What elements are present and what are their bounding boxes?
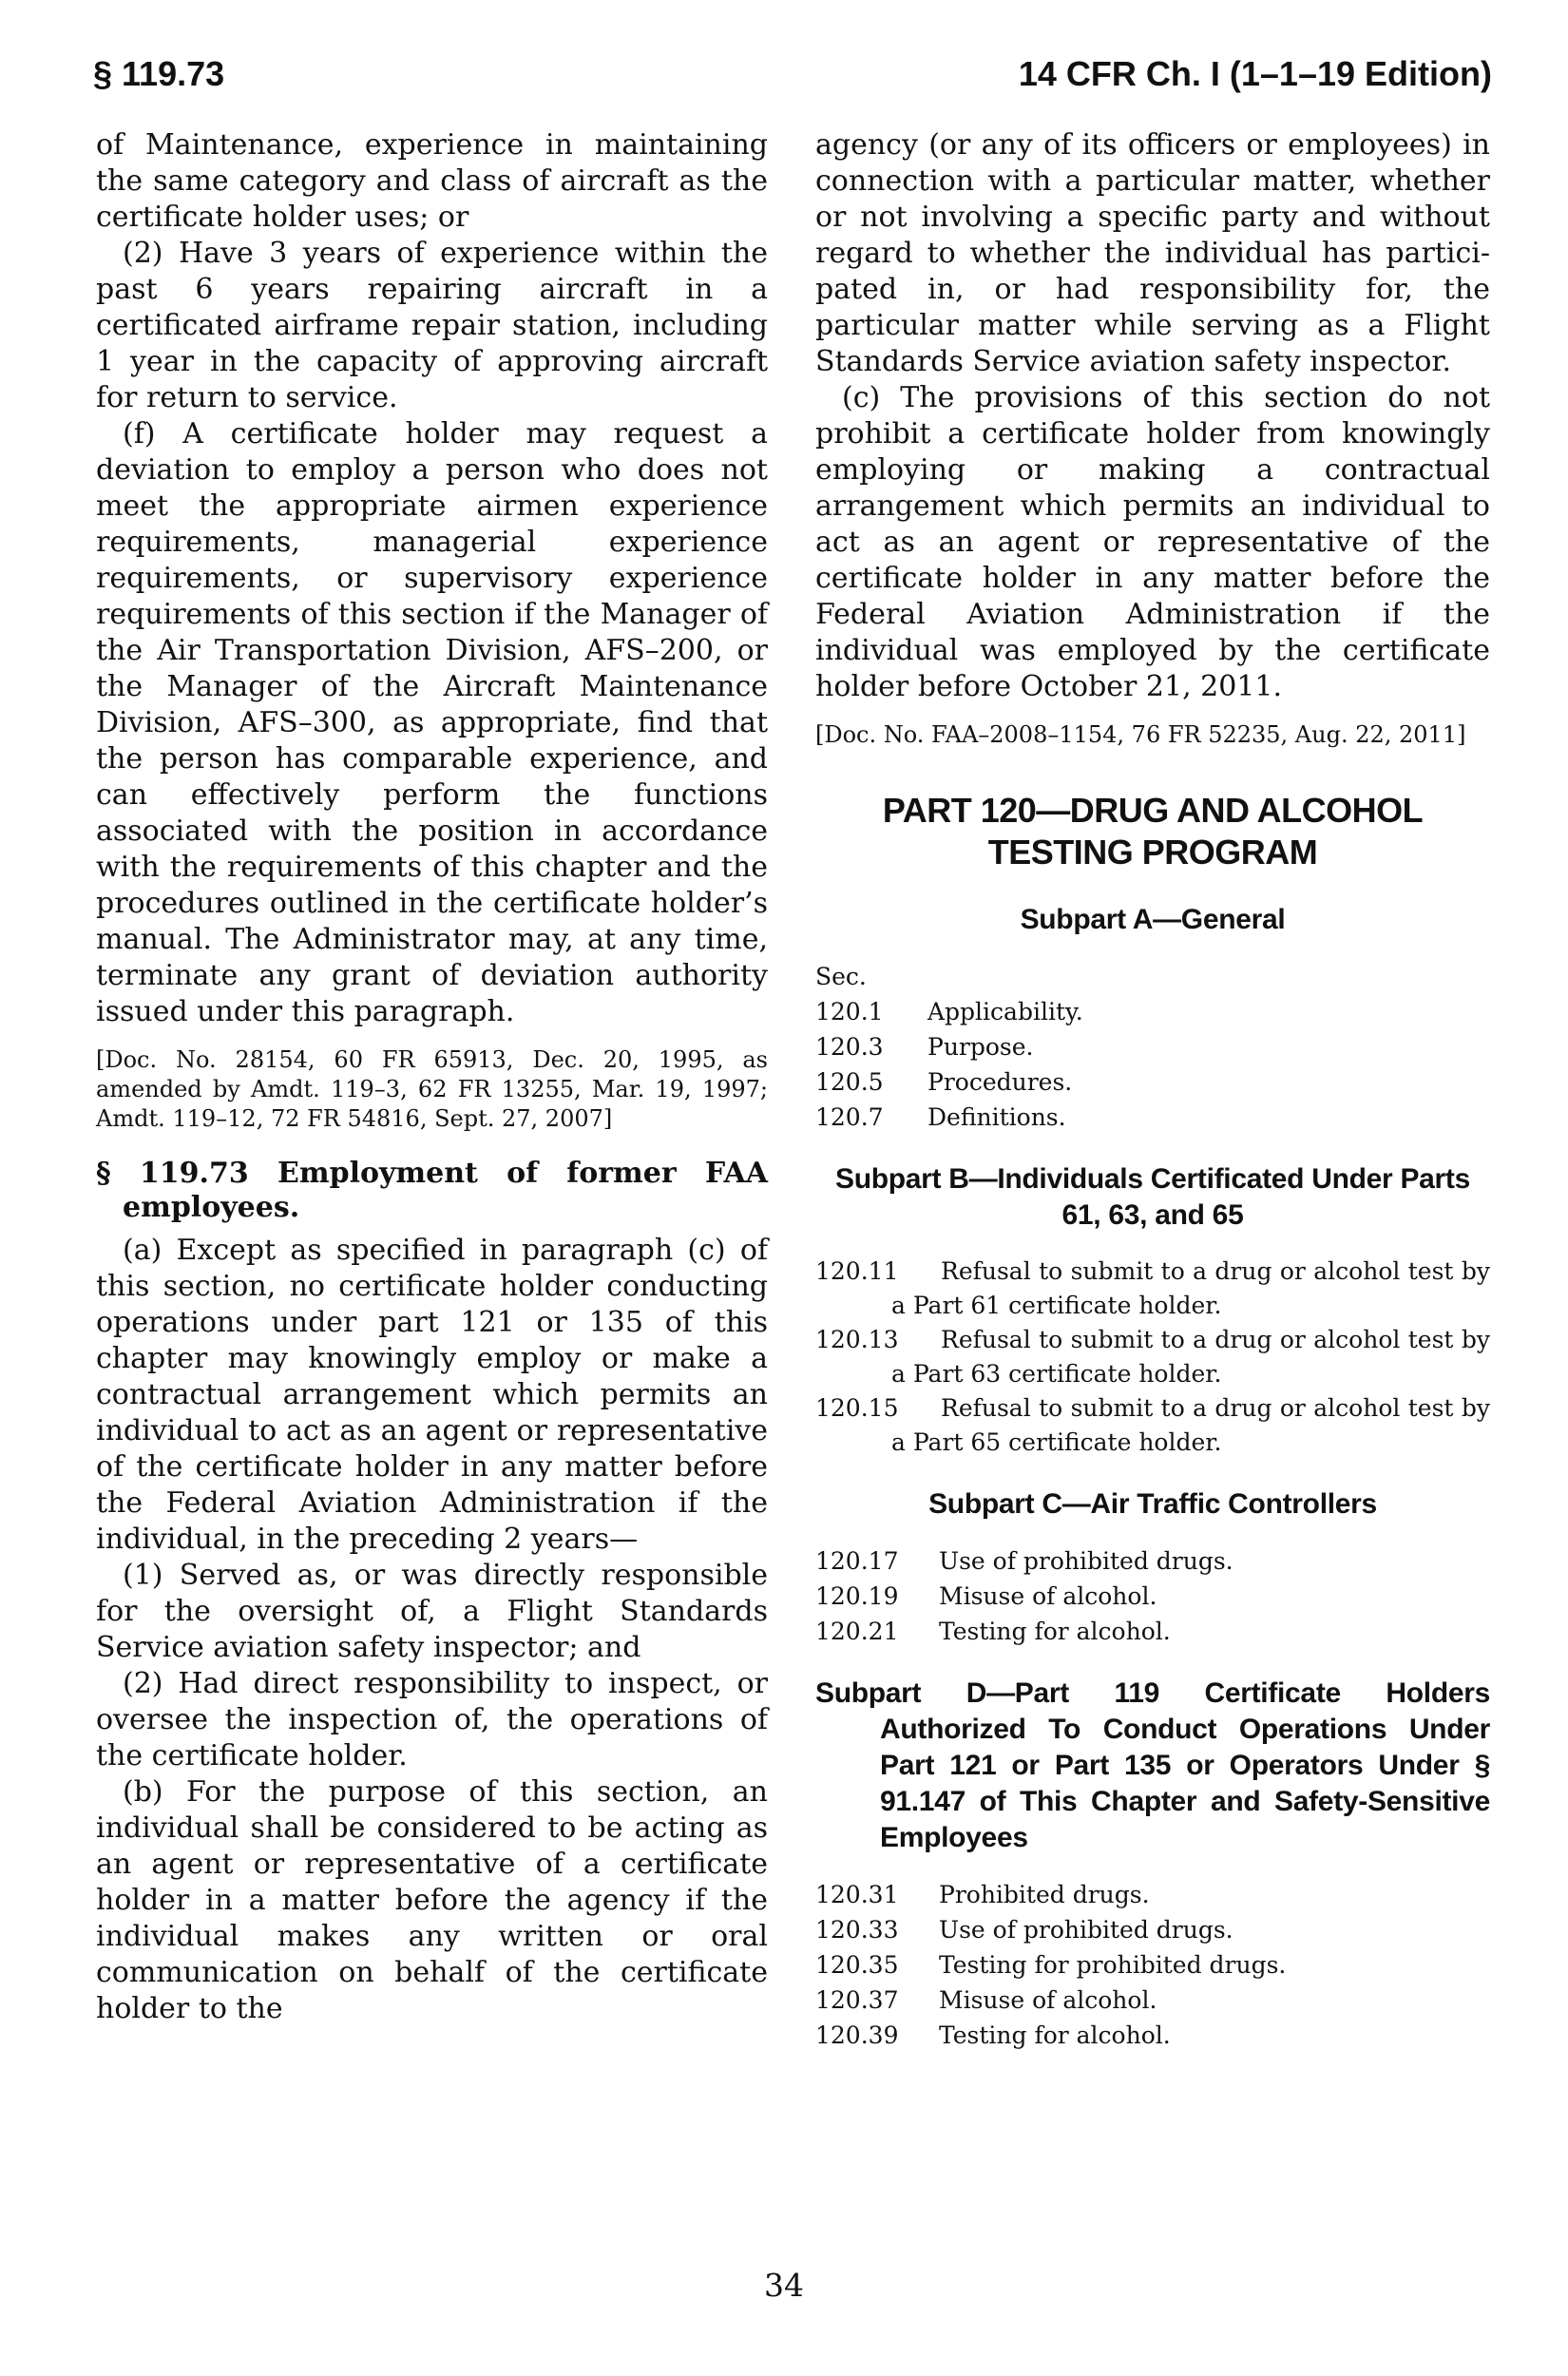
left-column [96,127,768,2027]
toc-number: 120.13 [815,1326,899,1353]
toc-title: Prohibited drugs. [939,1881,1150,1908]
paragraph-f: (f) A certificate holder may request a deviation to employ a person who does not meet the appropriate airmen experience requirements, managerial experience requirements, or supervisory experience requirements of this section if the Manager of the Air Transportation Division, AFS–200, or the Manager of the Aircraft Maintenance Division, AFS–300, as appropriate, find that the person has comparable experience, and can effectively perform the functions associated with the position in accordance with the requirements of this chapter and the procedures outlined in the certificate holder’s manual. The Administrator may, at any time, terminate any grant of deviation authority issued under this paragraph. [96,417,768,1028]
toc-number: 120.5 [815,1068,884,1096]
toc-title: Testing for alcohol. [939,2022,1171,2049]
toc-entry [815,1947,1490,1983]
toc-number: 120.35 [815,1951,899,1979]
toc-title: Use of prohibited drugs. [939,1916,1233,1944]
toc-title: Procedures. [927,1068,1073,1096]
toc-number: 120.39 [815,2022,899,2049]
toc-entry [815,1064,1490,1100]
paragraph-a: (a) Except as specified in paragraph (c) of this section, no certificate holder conducting operations under part 121 or 135 of this chapter may knowingly employ or make a contractual arrangement which permits an individual to act as an agent or representative of the certificate holder in any matter before the Federal Aviation Administration if the individual, in the preceding 2 years— [96,1234,768,1556]
toc-entry [815,1579,1490,1614]
citation-119-73: [Doc. No. FAA–2008–1154, 76 FR 52235, Aug. 22, 2011] [815,721,1466,748]
subpart-a-contents [815,994,1490,1135]
sec-label: Sec. [815,963,867,990]
toc-title: Applicability. [927,998,1083,1025]
toc-entry [815,2018,1490,2053]
toc-number: 120.15 [815,1394,899,1422]
subpart-c-heading: Subpart C—Air Traffic Controllers [928,1488,1377,1520]
toc-number: 120.11 [815,1257,899,1285]
citation-119-71: [Doc. No. 28154, 60 FR 65913, Dec. 20, 1995, as amended by Amdt. 119–3, 62 FR 13255, Mar. 19, 1997; Amdt. 119–12, 72 FR 54816, Sept. 27, 2007] [96,1046,768,1132]
toc-number: 120.1 [815,998,884,1025]
toc-number: 120.19 [815,1582,899,1610]
paragraph-b-continuation: agency (or any of its officers or employees) in connection with a particular matter, whether or not involving a specific party and without regard to whether the individual has participated in, or had responsibility for, the particular matter while serving as a Flight Standards Service aviation safety inspector. [815,128,1490,378]
part-heading: PART 120—DRUG AND ALCOHOL TESTING PROGRAM [882,791,1424,872]
toc-title: Refusal to submit to a drug or alcohol test by a Part 61 certificate holder. [891,1257,1490,1319]
right-column [815,127,1490,2079]
running-header-edition: 14 CFR Ch. I (1–1–19 Edition) [1018,54,1492,93]
subpart-d-contents [815,1877,1490,2053]
toc-number: 120.31 [815,1881,899,1908]
paragraph-a1: (1) Served as, or was directly responsible for the oversight of, a Flight Standards Service aviation safety inspector; and [96,1559,768,1664]
toc-entry [815,994,1490,1029]
paragraph-continuation: of Maintenance, experience in maintaining the same category and class of aircraft as the certificate holder uses; or [96,128,768,234]
toc-number: 120.7 [815,1103,884,1131]
toc-number: 120.21 [815,1618,899,1645]
running-header-section: § 119.73 [93,54,225,93]
page-number: 34 [764,2267,804,2304]
paragraph-a2: (2) Had direct responsibility to inspect, or oversee the inspection of, the operations of the certificate holder. [96,1667,768,1772]
paragraph-c: (c) The provisions of this section do not prohibit a certificate holder from knowingly employing or making a contractual arrangement which permits an individual to act as an agent or representative of the certificate holder in any matter before the Federal Aviation Administration if the individual was employed by the certificate holder before October 21, 2011. [815,381,1490,703]
toc-title: Refusal to submit to a drug or alcohol test by a Part 65 certificate holder. [891,1394,1490,1456]
paragraph-b: (b) For the purpose of this section, an individual shall be considered to be acting as an agent or representative of a certificate holder in a matter before the agency if the individual makes any written or oral communication on behalf of the certificate holder to the [96,1775,768,2025]
toc-title: Misuse of alcohol. [939,1986,1157,2014]
toc-entry [815,1877,1490,1912]
paragraph-e2: (2) Have 3 years of experience within the past 6 years repairing aircraft in a certificated airframe repair station, including 1 year in the capacity of approving aircraft for return to service. [96,237,768,414]
toc-title: Misuse of alcohol. [939,1582,1157,1610]
toc-number: 120.33 [815,1916,899,1944]
toc-entry [815,1912,1490,1947]
subpart-b-heading: Subpart B—Individuals Certificated Under Parts 61, 63, and 65 [835,1163,1470,1231]
toc-title: Purpose. [927,1033,1034,1061]
toc-entry [815,1614,1490,1649]
subpart-b-contents [815,1255,1490,1460]
section-heading-119-73: § 119.73 Employment of former FAA employees. [96,1157,768,1224]
toc-number: 120.3 [815,1033,884,1061]
subpart-c-contents [815,1543,1490,1649]
toc-title: Refusal to submit to a drug or alcohol test by a Part 63 certificate holder. [891,1326,1490,1388]
toc-entry [815,1255,1490,1323]
toc-number: 120.17 [815,1547,899,1575]
toc-entry [815,1391,1490,1460]
subpart-a-heading: Subpart A—General [1020,904,1286,935]
toc-number: 120.37 [815,1986,899,2014]
toc-entry [815,1323,1490,1391]
toc-entry [815,1029,1490,1064]
toc-title: Testing for prohibited drugs. [939,1951,1287,1979]
toc-entry [815,1983,1490,2018]
toc-title: Testing for alcohol. [939,1618,1171,1645]
toc-title: Definitions. [927,1103,1066,1131]
toc-entry [815,1543,1490,1579]
toc-title: Use of prohibited drugs. [939,1547,1233,1575]
toc-entry [815,1100,1490,1135]
subpart-d-heading: Subpart D—Part 119 Certificate Holders Authorized To Conduct Operations Under Part 121 or Part 135 or Operators Under § 91.147 of This Chapter and Safety-Sensitive Employees [815,1677,1490,1853]
